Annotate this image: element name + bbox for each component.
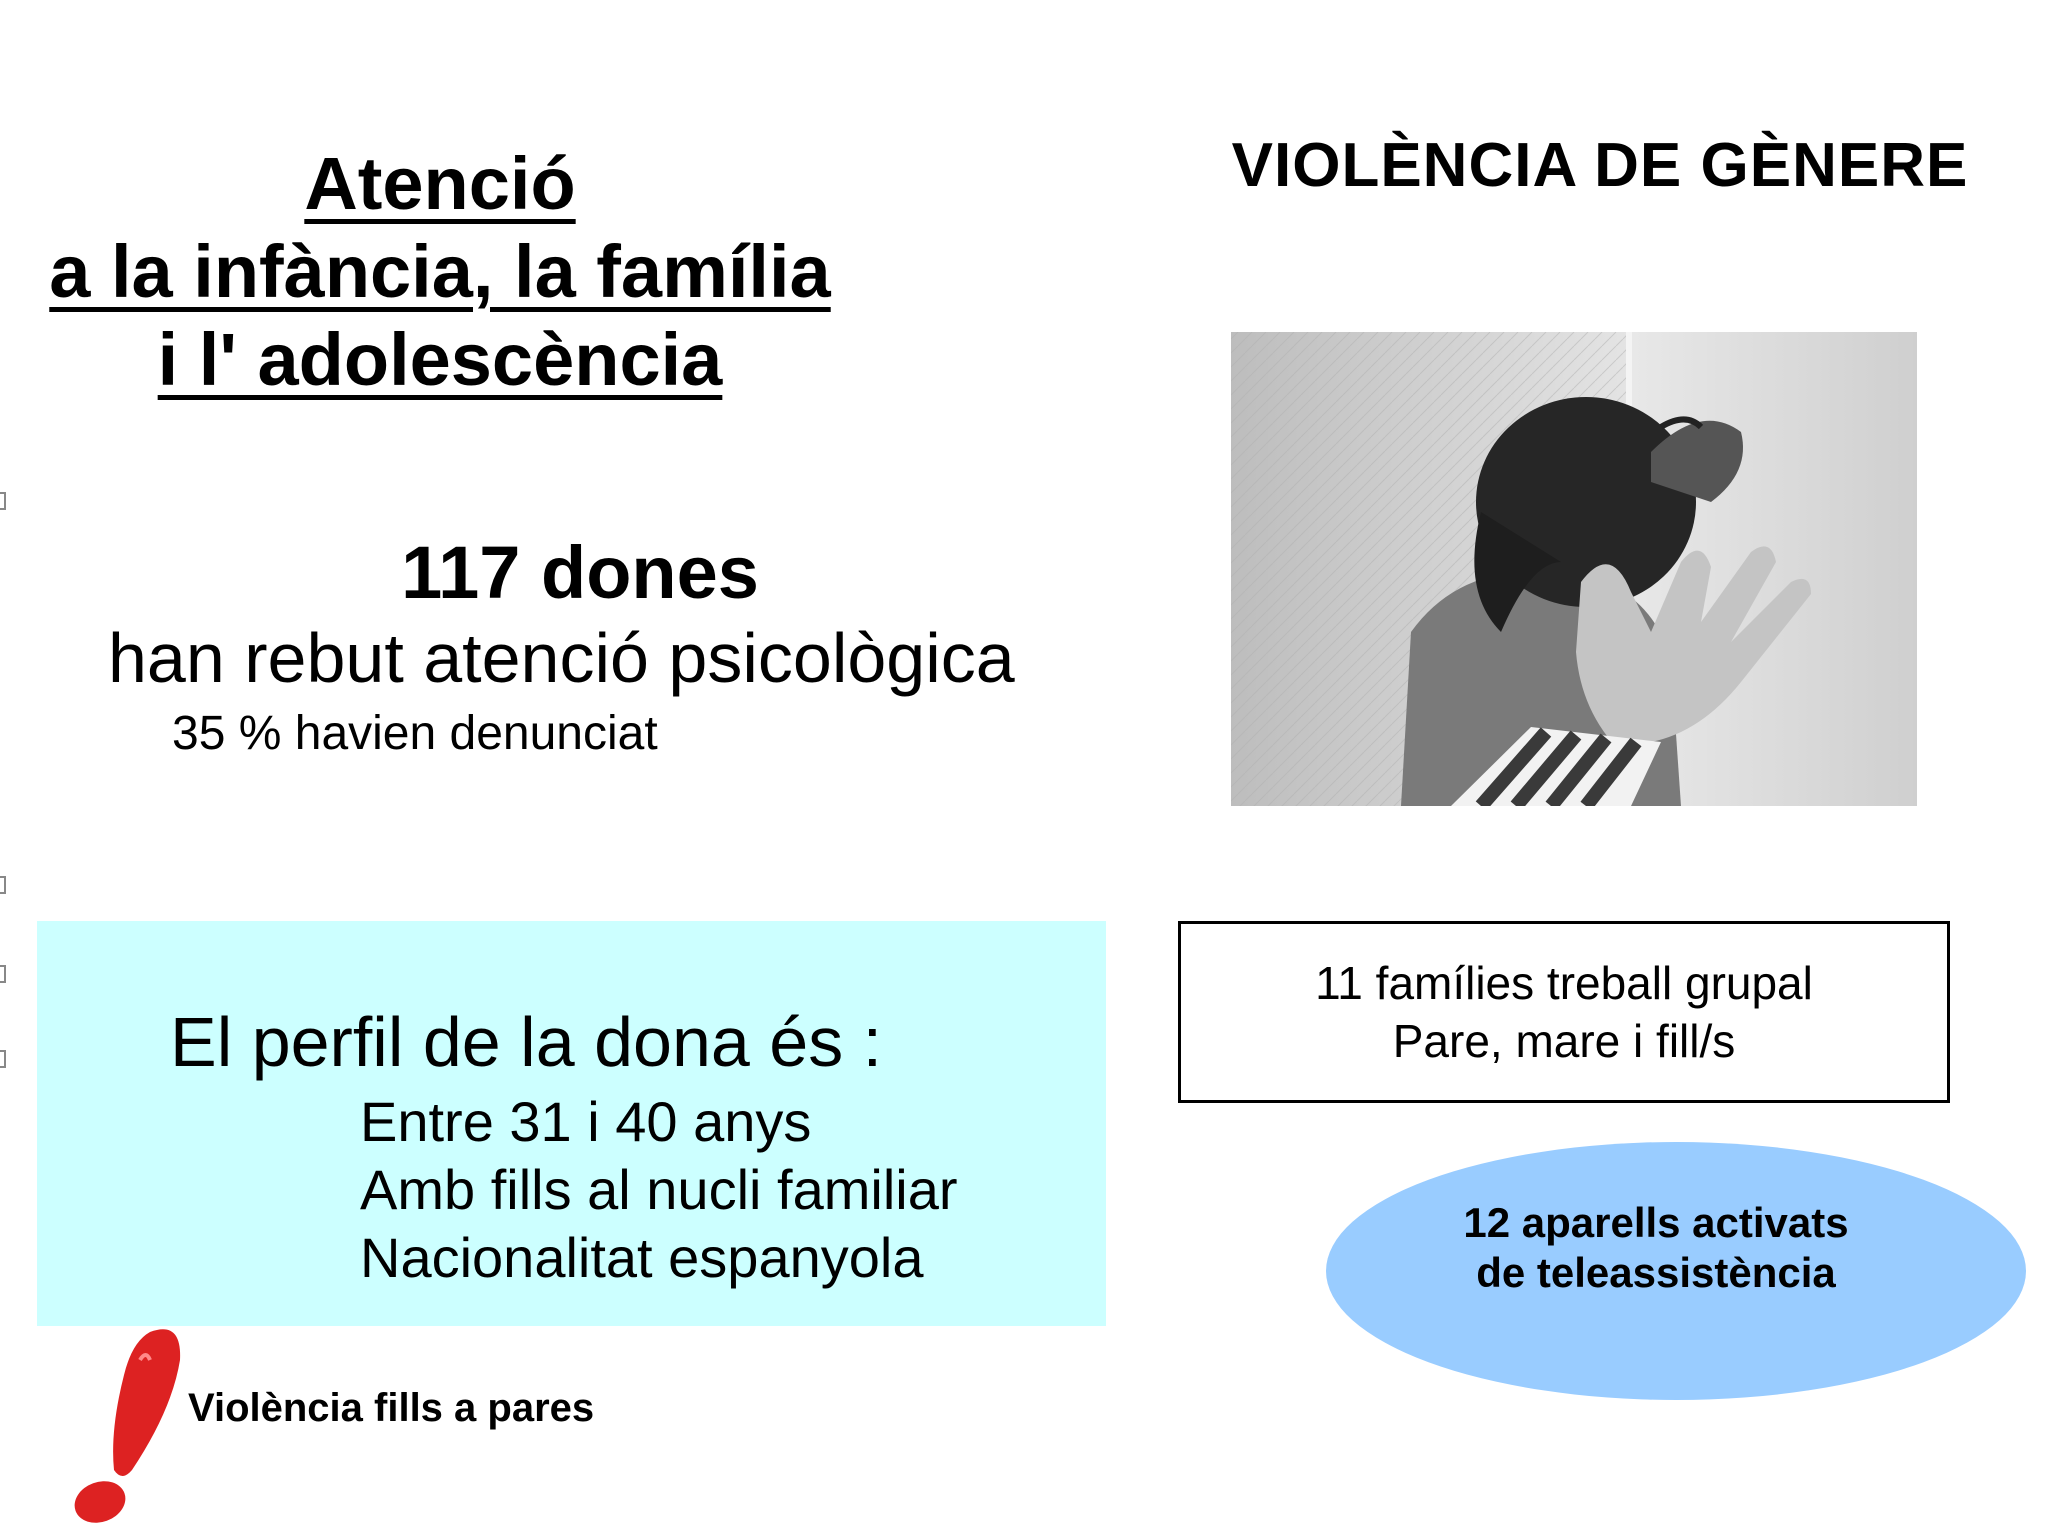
edge-mark — [0, 876, 6, 894]
edge-mark — [0, 1050, 6, 1068]
left-title-line-2: a la infància, la família — [49, 230, 831, 313]
right-section-title: VIOLÈNCIA DE GÈNERE — [1231, 131, 1969, 200]
left-title-line-3: i l' adolescència — [157, 318, 723, 401]
left-section-title — [20, 140, 860, 404]
families-line-1: 11 famílies treball grupal — [1315, 957, 1813, 1009]
edge-mark — [0, 965, 6, 983]
gender-violence-photo — [1231, 332, 1917, 806]
exclamation-icon — [62, 1320, 202, 1530]
teleassistance-text — [1326, 1198, 1986, 1298]
families-line-2: Pare, mare i fill/s — [1392, 1015, 1736, 1067]
edge-mark — [0, 492, 6, 510]
profile-list — [360, 1088, 958, 1292]
devices-line-1: 12 aparells activats — [1463, 1199, 1849, 1246]
women-count: 117 dones — [401, 531, 759, 614]
profile-title: El perfil de la dona és : — [170, 1003, 883, 1081]
warning-text: Violència fills a pares — [188, 1386, 595, 1430]
profile-item: Amb fills al nucli familiar — [360, 1158, 958, 1221]
profile-item: Entre 31 i 40 anys — [360, 1090, 812, 1153]
photo-illustration — [1231, 332, 1917, 806]
profile-item: Nacionalitat espanyola — [360, 1226, 924, 1289]
devices-line-2: de teleassistència — [1476, 1249, 1836, 1296]
women-attention-text: han rebut atenció psicològica — [108, 619, 1015, 697]
families-group-work-box — [1178, 921, 1950, 1103]
left-title-line-1: Atenció — [304, 142, 576, 225]
women-report-percentage: 35 % havien denunciat — [172, 707, 658, 760]
